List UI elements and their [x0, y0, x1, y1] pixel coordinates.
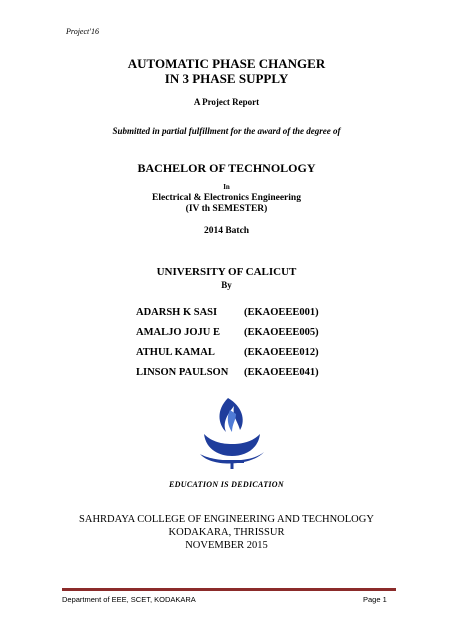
by-label: By: [221, 280, 232, 290]
semester-label: (IV th SEMESTER): [185, 204, 268, 214]
header-tag: Project'16: [66, 27, 99, 36]
submitted-statement: Submitted in partial fulfillment for the award of the degree of: [112, 126, 341, 136]
student-reg: (EKAOEEE041): [244, 367, 319, 378]
in-label: In: [223, 183, 230, 191]
branch-name: Electrical & Electronics Engineering: [152, 193, 301, 203]
university-name: UNIVERSITY OF CALICUT: [156, 266, 297, 278]
student-row: [136, 323, 376, 343]
college-lamp-logo-icon: [198, 396, 266, 470]
student-name: ATHUL KAMAL: [136, 347, 215, 358]
footer-rule: [62, 588, 396, 591]
title-line-1: AUTOMATIC PHASE CHANGER: [127, 56, 326, 71]
student-row: [136, 363, 376, 383]
college-location: KODAKARA, THRISSUR: [168, 527, 285, 538]
branch-block: [0, 193, 453, 215]
college-block: [0, 513, 453, 552]
student-reg: (EKAOEEE012): [244, 347, 319, 358]
student-row: [136, 303, 376, 323]
title-line-2: IN 3 PHASE SUPPLY: [164, 71, 289, 86]
college-name: SAHRDAYA COLLEGE OF ENGINEERING AND TECHNOLOGY: [79, 514, 374, 525]
student-row: [136, 343, 376, 363]
batch-label: 2014 Batch: [203, 226, 250, 236]
report-subtitle: A Project Report: [193, 97, 260, 107]
footer-page-number: Page 1: [363, 595, 387, 604]
report-title: [0, 56, 453, 86]
degree-name: BACHELOR OF TECHNOLOGY: [137, 161, 316, 175]
student-name: LINSON PAULSON: [136, 367, 229, 378]
student-list: [136, 303, 376, 383]
student-reg: (EKAOEEE005): [244, 327, 319, 338]
student-reg: (EKAOEEE001): [244, 307, 319, 318]
college-motto: EDUCATION IS DEDICATION: [169, 480, 284, 489]
student-name: AMALJO JOJU E: [136, 327, 220, 338]
student-name: ADARSH K SASI: [136, 307, 218, 318]
footer-department: Department of EEE, SCET, KODAKARA: [62, 595, 196, 604]
submission-date: NOVEMBER 2015: [185, 540, 268, 551]
